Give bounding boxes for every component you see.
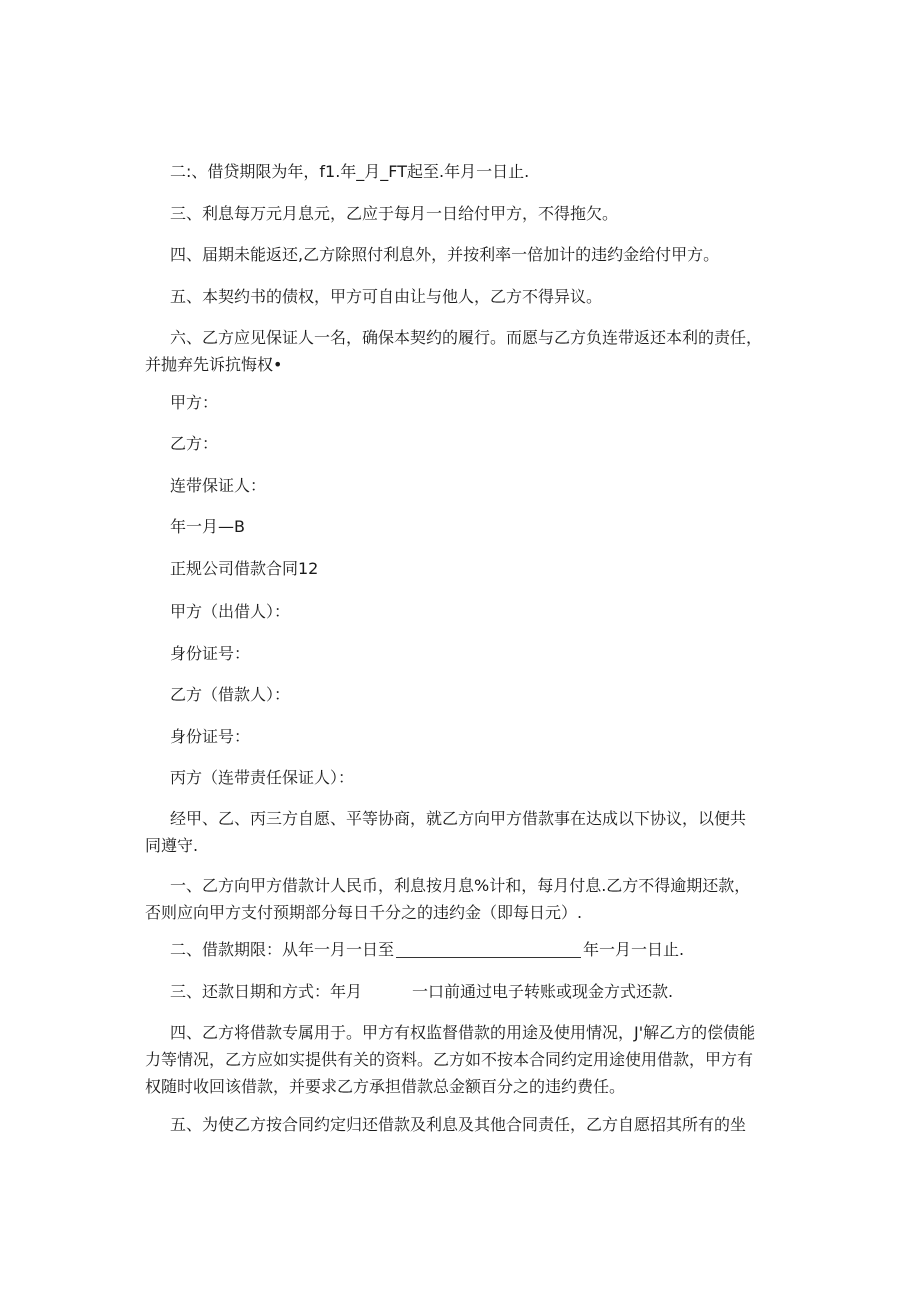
preamble-line-2: 同遵守.	[145, 836, 199, 855]
clause-interest: 三、利息每万元月息元，乙应于每月一日给付甲方，不得拖欠。	[170, 204, 619, 223]
clause-1-line-1: 一、乙方向甲方借款计人民币，利息按月息%计和，每月付息.乙方不得逾期还款，	[170, 876, 751, 895]
party-a-lender: 甲方（出借人）：	[170, 602, 291, 621]
party-b-borrower: 乙方（借款人）：	[170, 685, 291, 704]
clause-4-purpose	[145, 1019, 793, 1100]
clause-2-part-2: 年一月一日止.	[583, 940, 685, 959]
clause-4-line-1: 四、乙方将借款专属用于。甲方有权监督借款的用途及使用情况，J'解乙方的偿债能	[170, 1023, 756, 1042]
clause-1-loan-amount	[145, 872, 793, 926]
clause-default: 四、届期未能返还,乙方除照付利息外，并按利率一倍加计的违约金给付甲方。	[170, 245, 720, 264]
clause-2-part-1: 二、借款期限：从年一月一日至	[170, 940, 395, 959]
clause-1-line-2: 否则应向甲方支付预期部分每日千分之的违约金（即每日元）.	[145, 903, 583, 922]
signature-guarantor: 连带保证人：	[170, 476, 267, 495]
clause-assignment: 五、本契约书的债权，甲方可自由让与他人，乙方不得异议。	[170, 287, 603, 306]
clause-guarantor-line-2: 并抛弃先诉抗悔权•	[145, 355, 283, 374]
contract-title: 正规公司借款合同12	[170, 559, 319, 578]
preamble	[145, 805, 793, 859]
party-a-id-number: 身份证号：	[170, 644, 251, 663]
clause-3-repayment	[170, 978, 790, 1005]
clause-loan-period: 二:、借贷期限为年，f1.年_月_FT起至.年月一日止.	[170, 162, 530, 181]
blank-line	[396, 939, 581, 958]
preamble-line-1: 经甲、乙、丙三方自愿、平等协商，就乙方向甲方借款事在达成以下协议，以便共	[170, 809, 747, 828]
clause-3-part-2: 一口前通过电子转账或现金方式还款.	[412, 982, 674, 1001]
clause-4-line-2: 力等情况，乙方应如实提供有关的资料。乙方如不按本合同约定用途使用借款，甲方有	[145, 1050, 754, 1069]
clause-5-collateral: 五、为使乙方按合同约定归还借款及利息及其他合同责任，乙方自愿招其所有的坐	[170, 1115, 747, 1134]
clause-3-part-1: 三、还款日期和方式：年月	[170, 982, 363, 1001]
party-b-id-number: 身份证号：	[170, 727, 251, 746]
clause-4-line-3: 权随时收回该借款，并要求乙方承担借款总金额百分之的违约费任。	[145, 1077, 626, 1096]
clause-2-loan-term	[170, 936, 790, 963]
signature-party-a: 甲方：	[170, 393, 219, 412]
signature-party-b: 乙方：	[170, 434, 219, 453]
signature-date: 年一月—B	[170, 517, 245, 536]
clause-guarantor-line-1: 六、乙方应见保证人一名，确保本契约的履行。而愿与乙方负连带返还本利的责任，	[170, 328, 763, 347]
clause-guarantor	[145, 324, 793, 378]
party-c-guarantor: 丙方（连带责任保证人）：	[170, 768, 355, 787]
